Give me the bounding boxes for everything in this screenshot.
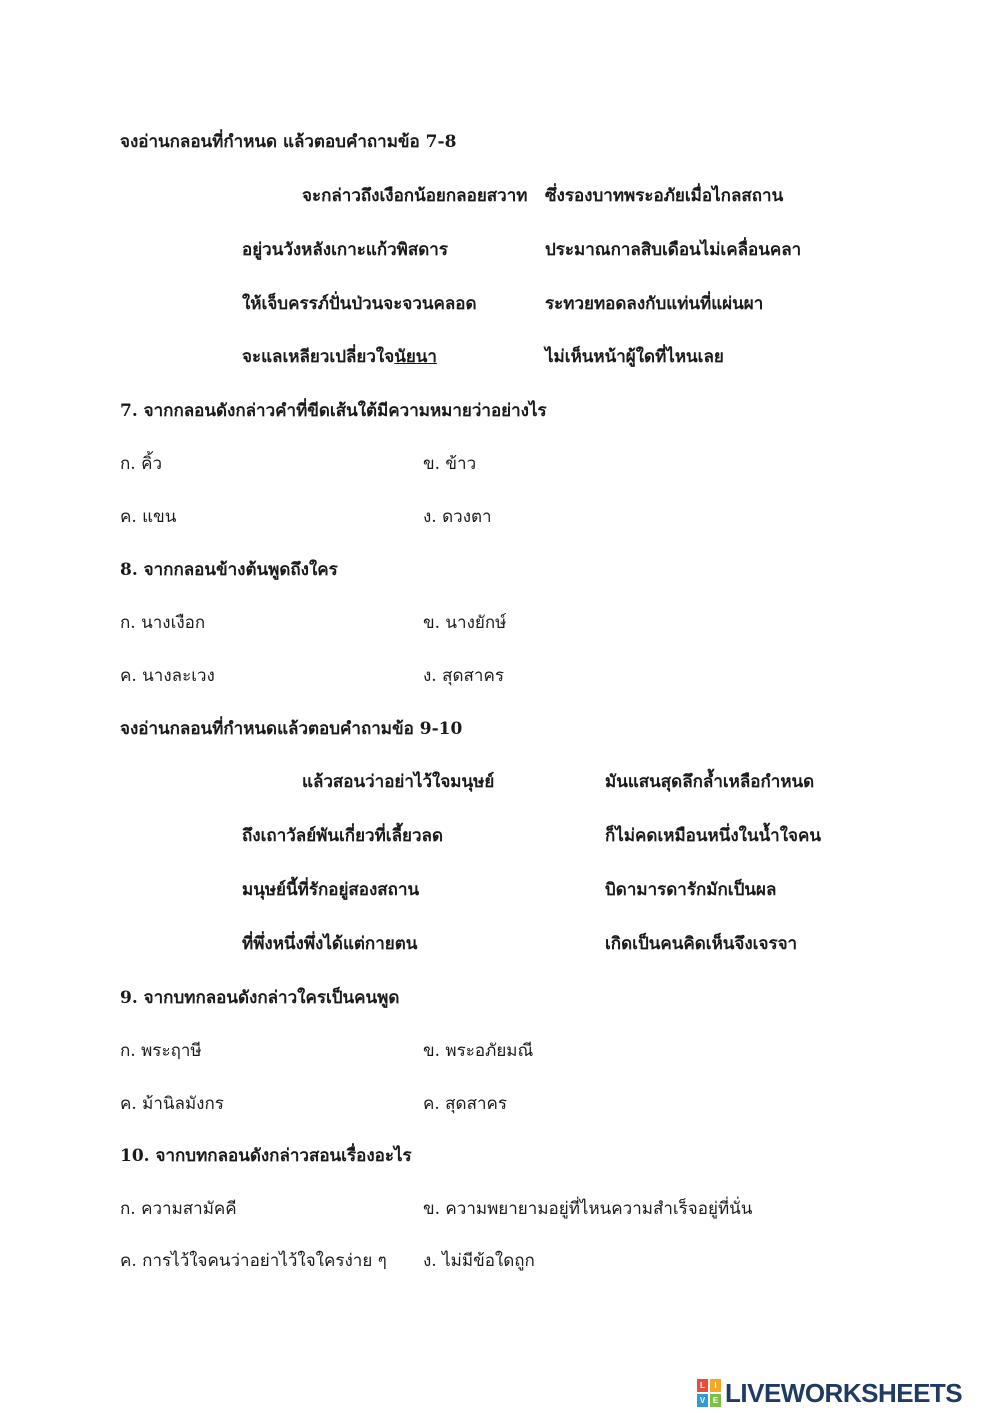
poem1-line1-right: ซึ่งรองบาทพระอภัยเมื่อไกลสถาน	[545, 186, 784, 206]
q9-option-b[interactable]: ข. พระอภัยมณี	[423, 1041, 534, 1061]
liveworksheets-logo	[697, 1376, 962, 1410]
poem2-line3-left: มนุษย์นี้ที่รักอยู่สองสถาน	[242, 880, 420, 900]
poem1-line3-left: ให้เจ็บครรภ์ปั่นป่วนจะจวนคลอด	[242, 294, 477, 314]
logo-letter-l: L	[697, 1379, 708, 1392]
logo-letter-v: V	[697, 1394, 708, 1407]
q7-option-d[interactable]: ง. ดวงตา	[423, 507, 492, 527]
q7-option-a[interactable]: ก. คิ้ว	[120, 454, 163, 474]
poem2-line2-right: ก็ไม่คดเหมือนหนึ่งในน้ำใจคน	[605, 826, 821, 846]
poem1-line2-right: ประมาณกาลสิบเดือนไม่เคลื่อนคลา	[545, 240, 802, 260]
liveworksheets-icon	[697, 1379, 721, 1407]
q9-question: 9. จากบทกลอนดังกล่าวใครเป็นคนพูด	[120, 988, 400, 1008]
section1-instruction: จงอ่านกลอนที่กำหนด แล้วตอบคำถามข้อ 7-8	[120, 132, 457, 152]
poem1-line4-left	[242, 343, 437, 370]
q8-option-c[interactable]: ค. นางละเวง	[120, 666, 215, 686]
q7-option-c[interactable]: ค. แขน	[120, 507, 177, 527]
brand-name: LIVEWORKSHEETS	[725, 1377, 963, 1408]
q9-option-a[interactable]: ก. พระฤาษี	[120, 1041, 202, 1061]
poem2-line1-left: แล้วสอนว่าอย่าไว้ใจมนุษย์	[302, 772, 495, 792]
q7-question: 7. จากกลอนดังกล่าวคำที่ขีดเส้นใต้มีความหมายว่าอย่างไร	[120, 401, 547, 421]
q10-option-b[interactable]: ข. ความพยายามอยู่ที่ไหนความสำเร็จอยู่ที่นั่น	[423, 1199, 753, 1219]
q8-option-b[interactable]: ข. นางยักษ์	[423, 613, 507, 633]
logo-letter-i: I	[710, 1379, 721, 1392]
poem2-line4-left: ที่พึ่งหนึ่งพึ่งได้แต่กายตน	[242, 934, 418, 954]
poem2-line1-right: มันแสนสุดลึกล้ำเหลือกำหนด	[605, 772, 815, 792]
q10-option-c[interactable]: ค. การไว้ใจคนว่าอย่าไว้ใจใครง่าย ๆ	[120, 1251, 387, 1271]
q8-option-a[interactable]: ก. นางเงือก	[120, 613, 206, 633]
q10-option-a[interactable]: ก. ความสามัคคี	[120, 1199, 237, 1219]
q9-option-d[interactable]: ค. สุดสาคร	[423, 1094, 508, 1114]
underlined-word: นัยนา	[394, 347, 437, 367]
section2-instruction: จงอ่านกลอนที่กำหนดแล้วตอบคำถามข้อ 9-10	[120, 719, 463, 739]
q8-option-d[interactable]: ง. สุดสาคร	[423, 666, 504, 686]
q9-option-c[interactable]: ค. ม้านิลมังกร	[120, 1094, 224, 1114]
q8-question: 8. จากกลอนข้างต้นพูดถึงใคร	[120, 560, 338, 580]
poem2-line3-right: บิดามารดารักมักเป็นผล	[605, 880, 777, 900]
poem1-line1-left: จะกล่าวถึงเงือกน้อยกลอยสวาท	[302, 186, 528, 206]
poem2-line2-left: ถึงเถาวัลย์พันเกี่ยวที่เลี้ยวลด	[242, 826, 444, 846]
poem1-line2-left: อยู่วนวังหลังเกาะแก้วพิสดาร	[242, 240, 448, 260]
poem1-line4-right: ไม่เห็นหน้าผู้ใดที่ไหนเลย	[545, 347, 724, 367]
poem1-line3-right: ระทวยทอดลงกับแท่นที่แผ่นผา	[545, 294, 764, 314]
q10-option-d[interactable]: ง. ไม่มีข้อใดถูก	[423, 1251, 535, 1271]
q10-question: 10. จากบทกลอนดังกล่าวสอนเรื่องอะไร	[120, 1146, 412, 1166]
poem2-line4-right: เกิดเป็นคนคิดเห็นจึงเจรจา	[605, 934, 798, 954]
poem1-line4-prefix: จะแลเหลียวเปลี่ยวใจ	[242, 347, 395, 367]
logo-letter-e: E	[710, 1394, 721, 1407]
q7-option-b[interactable]: ข. ข้าว	[423, 454, 477, 474]
